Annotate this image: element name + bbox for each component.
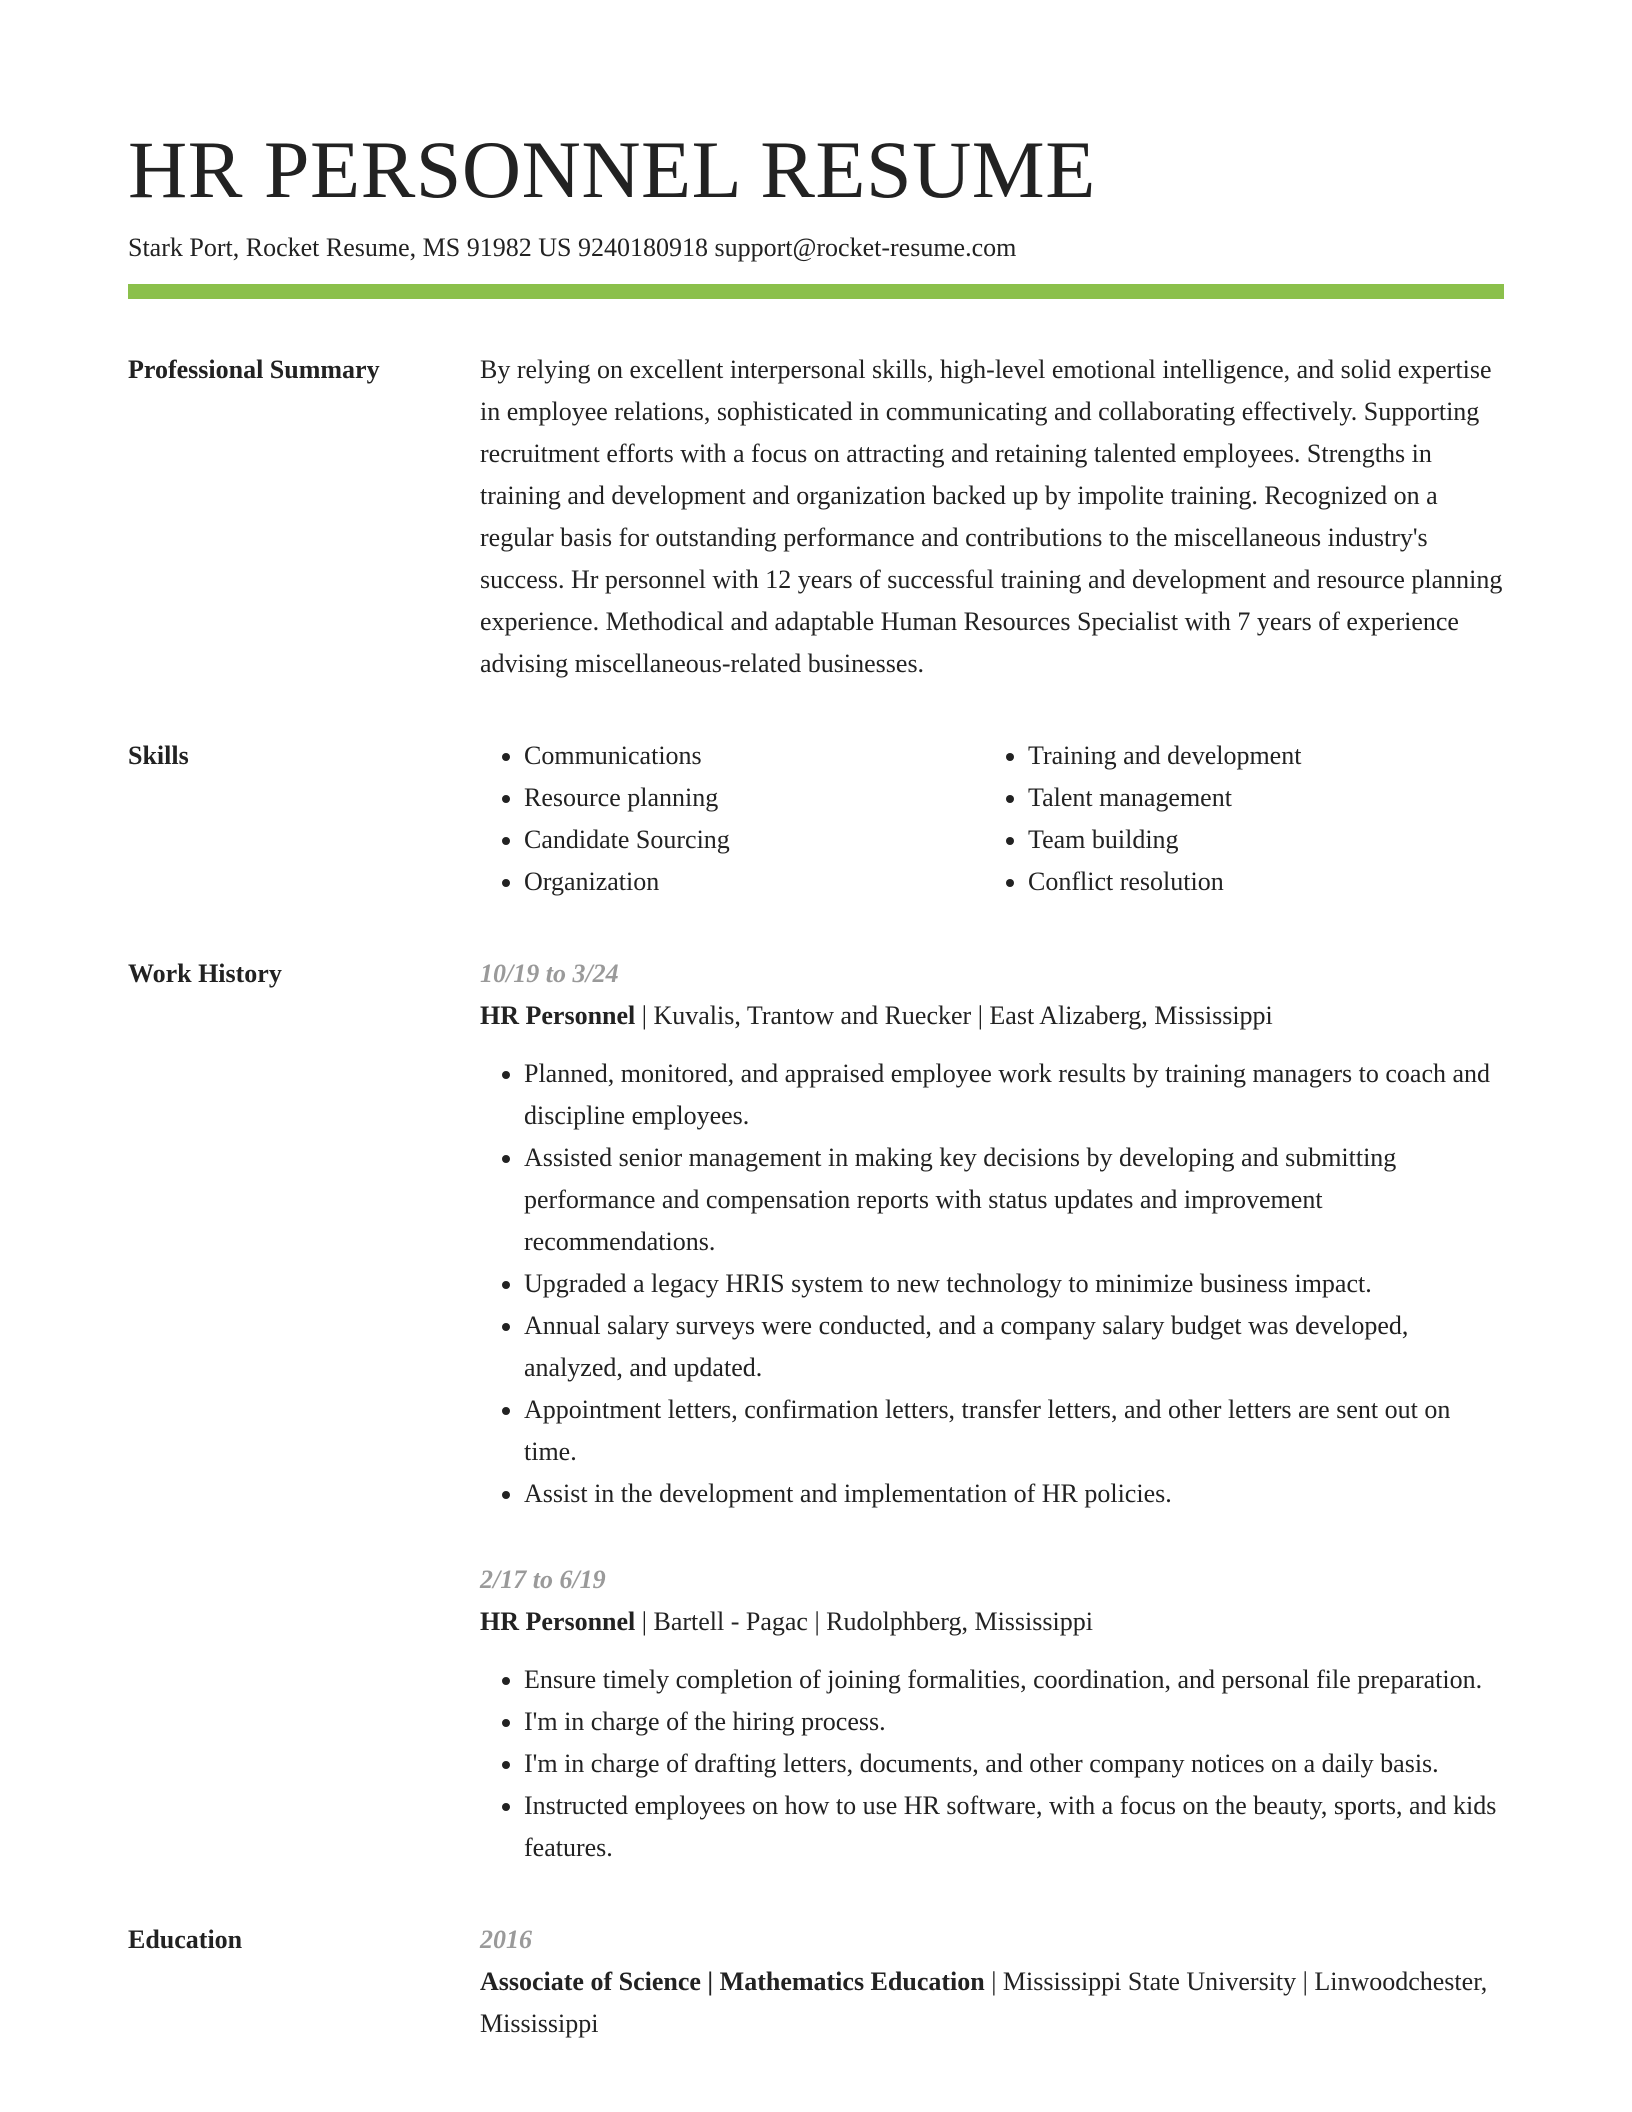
work-section <box>128 953 1504 1869</box>
job-bullet: • Planned, monitored, and appraised employee work results by training managers to coach and discipline employees. <box>524 1053 1504 1137</box>
summary-body <box>480 349 1504 685</box>
job-bullet: • Assist in the development and implementation of HR policies. <box>524 1473 1504 1515</box>
work-body <box>480 953 1504 1869</box>
job-heading-line <box>480 995 1504 1037</box>
skills-heading: Skills <box>128 741 189 770</box>
job-role: HR Personnel <box>480 1001 636 1030</box>
resume-page <box>128 120 1504 2045</box>
contact-phone: 9240180918 <box>577 233 708 262</box>
job-details: | Kuvalis, Trantow and Ruecker | East Alizaberg, Mississippi <box>635 1001 1273 1030</box>
job-entry <box>480 953 1504 1515</box>
job-bullet: • I'm in charge of the hiring process. <box>524 1701 1504 1743</box>
job-heading-line <box>480 1601 1504 1643</box>
job-bullet: • Instructed employees on how to use HR software, with a focus on the beauty, sports, and kids features. <box>524 1785 1504 1869</box>
education-section <box>128 1919 1504 2045</box>
accent-divider <box>128 284 1504 299</box>
education-degree: Associate of Science | Mathematics Education <box>480 1967 985 1996</box>
contact-line <box>128 230 1504 266</box>
summary-text: By relying on excellent interpersonal skills, high-level emotional intelligence, and solid expertise in employee relations, sophisticated in communicating and collaborating effectively. Supporting recruitment efforts with a focus on attracting and retaining talented employees. Strengths in training and development and organization backed up by impolite training. Recognized on a regular basis for outstanding performance and contributions to the miscellaneous industry's success. Hr personnel with 12 years of successful training and development and resource planning experience. Methodical and adaptable Human Resources Specialist with 7 years of experience advising miscellaneous-related businesses. <box>480 355 1503 678</box>
summary-section <box>128 349 1504 685</box>
skill-item: • Team building <box>1028 819 1488 861</box>
job-dates: 10/19 to 3/24 <box>480 959 619 988</box>
job-dates: 2/17 to 6/19 <box>480 1565 606 1594</box>
job-bullets <box>480 1659 1504 1869</box>
education-body <box>480 1919 1504 2045</box>
skills-list-right <box>984 735 1488 903</box>
job-role: HR Personnel <box>480 1607 636 1636</box>
education-line <box>480 1961 1504 2045</box>
job-bullets <box>480 1053 1504 1515</box>
education-year: 2016 <box>480 1925 532 1954</box>
skill-item: • Candidate Sourcing <box>524 819 984 861</box>
skill-item: • Training and development <box>1028 735 1488 777</box>
education-heading: Education <box>128 1925 243 1954</box>
education-details: | Mississippi State University | Linwoodchester, Mississippi <box>480 1967 1488 2038</box>
job-bullet: • Assisted senior management in making key decisions by developing and submitting performance and compensation reports with status updates and improvement recommendations. <box>524 1137 1504 1263</box>
job-bullet: • I'm in charge of drafting letters, documents, and other company notices on a daily basis. <box>524 1743 1504 1785</box>
skill-item: • Resource planning <box>524 777 984 819</box>
job-bullet: • Ensure timely completion of joining formalities, coordination, and personal file preparation. <box>524 1659 1504 1701</box>
summary-heading: Professional Summary <box>128 355 380 384</box>
skill-item: • Talent management <box>1028 777 1488 819</box>
job-details: | Bartell - Pagac | Rudolphberg, Mississippi <box>635 1607 1093 1636</box>
job-bullet: • Upgraded a legacy HRIS system to new technology to minimize business impact. <box>524 1263 1504 1305</box>
skills-body <box>480 735 1504 903</box>
work-heading: Work History <box>128 959 282 988</box>
contact-email: support@rocket-resume.com <box>714 233 1017 262</box>
skill-item: • Communications <box>524 735 984 777</box>
skill-item: • Organization <box>524 861 984 903</box>
skill-item: • Conflict resolution <box>1028 861 1488 903</box>
job-bullet: • Appointment letters, confirmation letters, transfer letters, and other letters are sent out on time. <box>524 1389 1504 1473</box>
resume-title: HR PERSONNEL RESUME <box>128 124 1096 215</box>
job-bullet: • Annual salary surveys were conducted, and a company salary budget was developed, analyzed, and updated. <box>524 1305 1504 1389</box>
job-entry <box>480 1559 1504 1869</box>
contact-address: Stark Port, Rocket Resume, MS 91982 US <box>128 233 572 262</box>
skills-list-left <box>480 735 984 903</box>
skills-section <box>128 735 1504 903</box>
